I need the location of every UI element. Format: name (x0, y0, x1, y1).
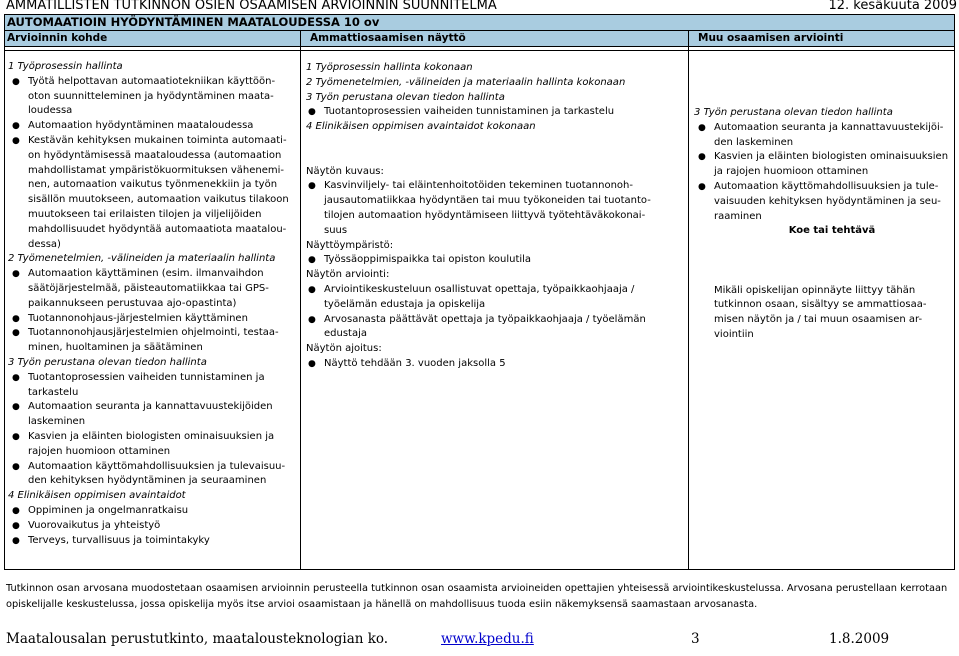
bullet-icon: ● (12, 76, 20, 87)
line-text: nen, automaation vaikutus työnmenekkiin ja työn (28, 179, 278, 191)
bullet-item (12, 267, 298, 282)
text-line (306, 239, 686, 254)
text-line (714, 136, 950, 151)
line-text: Arvosanasta päättävät opettaja ja työpaikkaohjaaja / työelämän (324, 313, 646, 325)
line-text (714, 270, 717, 281)
footer-link[interactable]: www.kpedu.fi (441, 631, 534, 647)
bullet-icon: ● (12, 372, 20, 383)
bullet-item (12, 312, 298, 327)
text-line (306, 209, 686, 224)
line-text: Näytön arviointi: (306, 269, 390, 281)
line-text: Arviointikeskusteluun osallistuvat opettaja, työpaikkaohjaaja / (324, 283, 635, 295)
text-line (306, 298, 686, 313)
document-title: AMMATILLISTEN TUTKINNON OSIEN OSAAMISEN ARVIOINNIN SUUNNITELMA (6, 0, 497, 13)
line-text: 2 Työmenetelmien, -välineiden ja materiaalin hallinta (8, 253, 276, 265)
line-text: Koe tai tehtävä (788, 225, 876, 237)
line-text: Tuotannonohjausjärjestelmien ohjelmointi, testaa- (28, 327, 279, 339)
text-line (306, 268, 686, 283)
line-text: Työtä helpottavan automaatiotekniikan käyttöön- (28, 75, 276, 87)
bullet-item (698, 121, 950, 136)
bullet-icon: ● (698, 152, 706, 163)
line-text: mahdollistamat ympäristökuormituksen vähenemi- (28, 164, 284, 176)
line-text: rajojen huomioon ottaminen (28, 445, 171, 457)
text-line (306, 165, 686, 180)
text-line (714, 298, 950, 313)
line-text: Automaation hyödyntäminen maataloudessa (28, 120, 254, 132)
bullet-icon: ● (12, 535, 20, 546)
bullet-icon: ● (12, 135, 20, 146)
module-title: AUTOMAATIOIN HYÖDYNTÄMINEN MAATALOUDESSA 10 ov (7, 15, 380, 29)
other-assessment-column (694, 106, 950, 343)
text-line (28, 445, 298, 460)
table-rule (4, 46, 955, 47)
column-header-row (4, 30, 955, 47)
line-text: Tuotantoprosessien vaiheiden tunnistaminen ja tarkastelu (324, 106, 615, 118)
line-text: raaminen (714, 210, 762, 222)
line-text: Automaation seuranta ja kannattavuustekijöiden (28, 401, 273, 413)
bullet-item (12, 119, 298, 134)
line-text: Automaation käyttömahdollisuuksien ja tule- (714, 180, 939, 192)
line-text: muutokseen tai erilaisten tilojen ja viljelijöiden (28, 208, 262, 220)
text-line (28, 104, 298, 119)
section-heading (8, 60, 298, 75)
text-line (28, 341, 298, 356)
text-line (714, 165, 950, 180)
bullet-item (698, 180, 950, 195)
line-text: on hyödyntämisessä maataloudessa (automaation (28, 149, 282, 161)
line-text: Terveys, turvallisuus ja toimintakyky (28, 534, 210, 546)
bullet-icon: ● (308, 358, 316, 369)
bullet-item (306, 283, 686, 298)
footer-program: Maatalousalan perustutkinto, maatalousteknologian ko. (6, 631, 389, 647)
bullet-icon: ● (308, 284, 316, 295)
text-line (306, 327, 686, 342)
line-text: laskeminen (28, 416, 86, 428)
line-text: minen, huoltaminen ja säätäminen (28, 342, 203, 354)
line-text: tarkastelu (28, 386, 79, 398)
top-bar (0, 0, 959, 15)
text-line (714, 195, 950, 210)
section-heading (8, 489, 298, 504)
line-text: Näytön ajoitus: (306, 343, 382, 355)
line-text: Kasvien ja eläinten biologisten ominaisuuksien (714, 151, 949, 163)
line-text: 3 Työn perustana olevan tiedon hallinta (306, 91, 505, 103)
line-text: Oppiminen ja ongelmanratkaisu (28, 504, 189, 516)
bullet-item (12, 400, 298, 415)
line-text: Automaation käyttäminen (esim. ilmanvaihdon (28, 268, 264, 280)
title-bar (4, 14, 955, 30)
line-text: 3 Työn perustana olevan tiedon hallinta (8, 356, 207, 368)
line-text: Automaation käyttömahdollisuuksien ja tulevaisuu- (28, 460, 286, 472)
bullet-item (12, 504, 298, 519)
bullet-item (306, 357, 686, 372)
text-line (306, 194, 686, 209)
bullet-item (12, 519, 298, 534)
bullet-icon: ● (308, 255, 316, 266)
column-divider (688, 30, 689, 570)
bullet-item (12, 326, 298, 341)
text-line (714, 284, 950, 299)
bullet-icon: ● (12, 505, 20, 516)
bullet-icon: ● (12, 313, 20, 324)
text-line (306, 150, 686, 165)
text-line (28, 297, 298, 312)
text-line (28, 386, 298, 401)
text-line (306, 342, 686, 357)
text-line (28, 208, 298, 223)
bullet-item (306, 105, 686, 120)
line-text: den kehityksen hyödyntäminen ja seuraaminen (28, 475, 267, 487)
line-text (306, 151, 309, 162)
table-border (4, 14, 5, 570)
line-text: Mikäli opiskelijan opinnäyte liittyy tähän (714, 284, 916, 296)
line-text: edustaja (324, 328, 368, 340)
line-text: loudessa (28, 105, 73, 117)
line-text: den laskeminen (714, 136, 794, 148)
bullet-icon: ● (12, 121, 20, 132)
table-border (954, 14, 955, 570)
bullet-item (12, 534, 298, 549)
text-line (714, 328, 950, 343)
text-line (28, 178, 298, 193)
line-text: Kasvinviljely- tai eläintenhoitotöiden tekeminen tuotannonoh- (324, 180, 633, 192)
table-rule (4, 569, 955, 570)
text-line (28, 164, 298, 179)
footer-page-number: 3 (691, 631, 700, 647)
line-text (306, 136, 309, 147)
line-text: tutkinnon osaan, sisältyy se ammattiosaa- (714, 299, 927, 311)
line-text: Kestävän kehityksen mukainen toiminta automaati- (28, 134, 287, 146)
text-line (28, 223, 298, 238)
bullet-icon: ● (12, 431, 20, 442)
bullet-icon: ● (698, 122, 706, 133)
bullet-item (306, 313, 686, 328)
bullet-icon: ● (308, 314, 316, 325)
section-heading (306, 120, 686, 135)
line-text: misen näytön ja / tai muun osaamisen ar- (714, 314, 923, 326)
document-date: 12. kesäkuuta 2009 (828, 0, 957, 13)
line-text: Automaation seuranta ja kannattavuustekijöi- (714, 121, 944, 133)
line-text: Tuotantoprosessien vaiheiden tunnistaminen ja (28, 371, 265, 383)
line-text: ja rajojen huomioon ottaminen (714, 166, 869, 178)
text-line (28, 193, 298, 208)
assessment-target-column (8, 60, 298, 548)
line-text: viointiin (714, 328, 754, 340)
line-text: paikannukseen perustuvaa ajo-opastinta) (28, 297, 237, 309)
line-text: 1 Työprosessin hallinta kokonaan (306, 62, 473, 73)
demonstration-column (306, 61, 686, 372)
line-text: Näyttö tehdään 3. vuoden jaksolla 5 (324, 357, 506, 369)
text-line (28, 474, 298, 489)
line-text: 3 Työn perustana olevan tiedon hallinta (694, 107, 893, 118)
section-heading (8, 252, 298, 267)
line-text: mahdollisuudet hyödyntää automaatiota maatalou- (28, 223, 287, 235)
bullet-item (12, 460, 298, 475)
line-text: oton suunnitteleminen ja hyödyntäminen maata- (28, 90, 274, 102)
line-text: Näytön kuvaus: (306, 165, 384, 177)
text-line (306, 135, 686, 150)
line-text: jausautomatiikkaa hyödyntäen tai muu työkoneiden tai tuotanto- (324, 195, 651, 207)
text-line (28, 149, 298, 164)
bullet-icon: ● (308, 181, 316, 192)
line-text (714, 255, 717, 266)
line-text: suus (324, 224, 348, 236)
section-heading (306, 76, 686, 91)
bullet-item (12, 430, 298, 445)
section-heading (306, 61, 686, 76)
bullet-icon: ● (12, 402, 20, 413)
bullet-item (12, 75, 298, 90)
text-line (714, 269, 950, 284)
bullet-icon: ● (698, 181, 706, 192)
text-line (714, 224, 950, 239)
line-text: vaisuuden kehityksen hyödyntäminen ja seu- (714, 195, 941, 207)
bullet-item (698, 150, 950, 165)
text-line (28, 282, 298, 297)
line-text: 4 Elinikäisen oppimisen avaintaidot kokonaan (306, 121, 536, 133)
line-text: dessa) (28, 238, 61, 250)
section-heading (8, 356, 298, 371)
grading-note: Tutkinnon osan arvosana muodostetaan osaamisen arvioinnin perusteella tutkinnon osan osaamista arvioineiden opettajien yhteisessä arviointikeskustelussa. Arvosana perustellaan kerrotaan opiskelijalle keskustelussa, jossa opiskelija myös itse arvioi osaamistaan ja hänellä on mahdollisuus tuoda esiin näkemyksensä saamastaan arvosanasta. (6, 583, 948, 610)
bullet-icon: ● (308, 107, 316, 118)
line-text: tilojen automaation hyödyntämiseen liittyvä työtehtäväkokonai- (324, 209, 646, 221)
line-text: Vuorovaikutus ja yhteistyö (28, 519, 161, 531)
bullet-item (306, 179, 686, 194)
line-text (714, 240, 717, 251)
bullet-icon: ● (12, 328, 20, 339)
text-line (714, 210, 950, 225)
line-text: Näyttöympäristö: (306, 239, 394, 251)
column-header-demonstration: Ammattiosaamisen näyttö (310, 32, 466, 44)
line-text: 4 Elinikäisen oppimisen avaintaidot (8, 490, 186, 502)
line-text: Työssäoppimispaikka tai opiston koulutila (324, 254, 532, 266)
line-text: Kasvien ja eläinten biologisten ominaisuuksien ja (28, 430, 275, 442)
text-line (28, 90, 298, 105)
text-line (714, 239, 950, 254)
bullet-icon: ● (12, 520, 20, 531)
column-divider (300, 30, 301, 570)
text-line (714, 254, 950, 269)
line-text: sisällön muutokseen, automaation vaikutus tilakoon (28, 194, 289, 206)
bullet-icon: ● (12, 269, 20, 280)
column-header-other-assessment: Muu osaamisen arviointi (698, 32, 844, 44)
text-line (714, 313, 950, 328)
line-text: 2 Työmenetelmien, -välineiden ja materiaalin hallinta kokonaan (306, 76, 626, 88)
text-line (28, 238, 298, 253)
text-line (28, 415, 298, 430)
column-header-target: Arvioinnin kohde (7, 32, 108, 44)
line-text: 1 Työprosessin hallinta (8, 61, 123, 72)
table-rule (4, 50, 955, 51)
section-heading (306, 91, 686, 106)
footer-date: 1.8.2009 (829, 631, 890, 647)
line-text: Tuotannonohjaus-järjestelmien käyttäminen (28, 312, 248, 324)
bullet-item (306, 253, 686, 268)
section-heading (694, 106, 950, 121)
bullet-item (12, 371, 298, 386)
line-text: työelämän edustaja ja opiskelija (324, 298, 486, 310)
line-text: säätöjärjestelmää, päisteautomatiikkaa tai GPS- (28, 282, 269, 294)
bullet-item (12, 134, 298, 149)
bullet-icon: ● (12, 461, 20, 472)
text-line (306, 224, 686, 239)
